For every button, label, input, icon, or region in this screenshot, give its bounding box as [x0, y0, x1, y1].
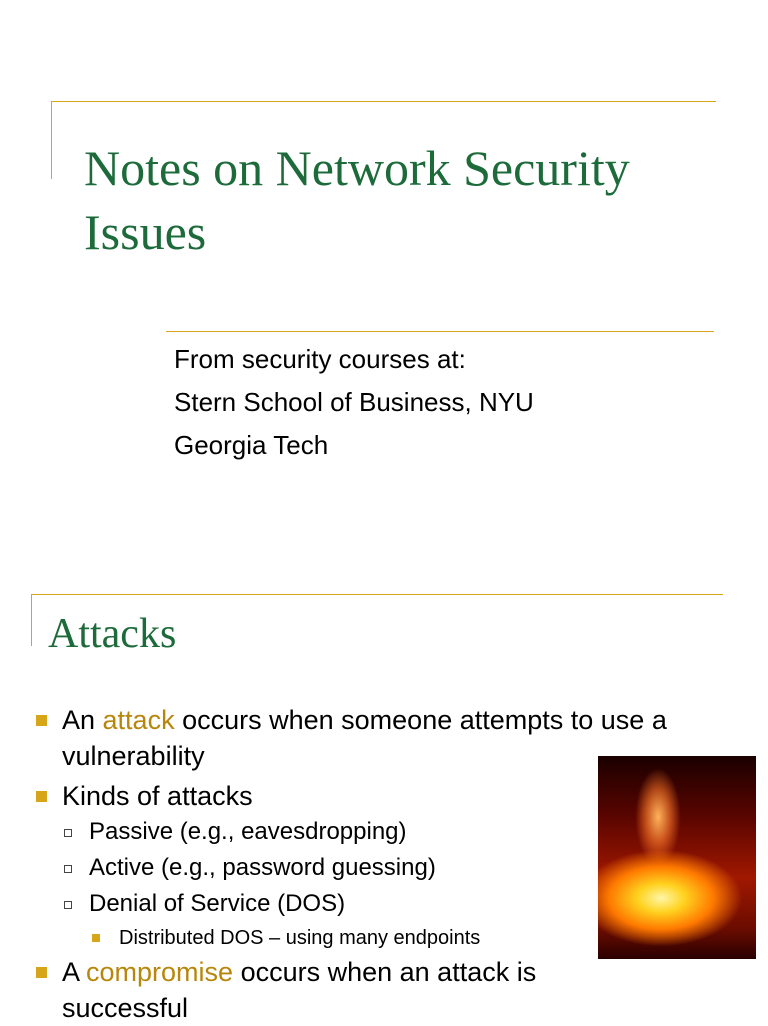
sub-bullet-item: Active (e.g., password guessing)	[34, 850, 764, 886]
bullet-item: An attack occurs when someone attempts to use a vulnerability	[34, 702, 752, 774]
hollow-square-bullet-icon	[64, 901, 72, 909]
term-compromise: compromise	[86, 957, 234, 987]
subtitle-line: Stern School of Business, NYU	[174, 387, 534, 417]
subtitle	[174, 338, 534, 467]
title-frame-top	[51, 101, 716, 102]
explosion-photo	[598, 756, 756, 959]
title-frame-left	[31, 594, 32, 646]
small-square-bullet-icon	[92, 934, 100, 942]
square-bullet-icon	[36, 791, 47, 802]
hollow-square-bullet-icon	[64, 829, 72, 837]
term-attack: attack	[102, 705, 175, 735]
sub-bullet-item: Passive (e.g., eavesdropping)	[34, 814, 764, 850]
slide-title: Notes on Network Security Issues	[84, 140, 630, 260]
hollow-square-bullet-icon	[64, 865, 72, 873]
subtitle-rule	[166, 331, 714, 332]
slide-title: Attacks	[48, 611, 177, 657]
title-frame-left	[51, 101, 52, 179]
title-frame-top	[31, 594, 723, 595]
bullet-item: Kinds of attacks	[34, 778, 764, 814]
subtitle-line: Georgia Tech	[174, 430, 329, 460]
sub-bullet-item: Denial of Service (DOS)	[34, 886, 764, 922]
square-bullet-icon	[36, 715, 47, 726]
square-bullet-icon	[36, 967, 47, 978]
sub-sub-bullet-item: Distributed DOS – using many endpoints	[34, 922, 764, 954]
bullet-item: A compromise occurs when an attack is successful	[34, 954, 662, 1026]
subtitle-line: From security courses at:	[174, 344, 466, 374]
